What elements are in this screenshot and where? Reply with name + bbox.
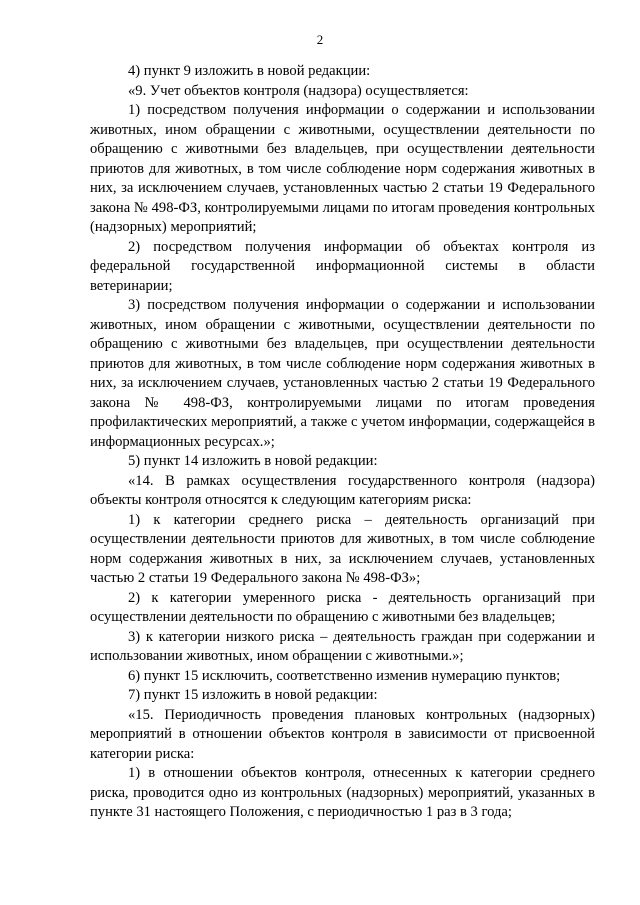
paragraph-clause-14-sub-2: 2) к категории умеренного риска - деятельность организаций при осуществлении деятельности по обращению с животными без владельцев; <box>90 589 595 625</box>
paragraph-item-6: 6) пункт 15 исключить, соответственно изменив нумерацию пунктов; <box>128 667 561 684</box>
page-number: 2 <box>316 32 324 47</box>
paragraph-clause-9-sub-3: 3) посредством получения информации о содержании и использовании животных, ином обращении с животными, осуществлении деятельности по обращению с животными без владельцев, при осуществлении деятельности приютов для животных, в том числе соблюдение норм содержания животных в них, за исключением случаев, установленных частью 2 статьи 19 Федерального закона № 498-ФЗ, контролируемыми лицами по итогам проведения профилактических мероприятий, а также с учетом информации, содержащейся в информационных ресурсах.»; <box>90 297 595 450</box>
paragraph-clause-14-sub-3: 3) к категории низкого риска – деятельность граждан при содержании и использовании животных, ином обращении с животными.»; <box>90 628 595 664</box>
document-body <box>90 62 595 823</box>
paragraph-clause-14-sub-1: 1) к категории среднего риска – деятельность организаций при осуществлении деятельности приютов для животных, в том числе соблюдение норм содержания животных в них, за исключением случаев, установленных частью 2 статьи 19 Федерального закона № 498-ФЗ»; <box>90 511 595 586</box>
paragraph-clause-15-sub-1: 1) в отношении объектов контроля, отнесенных к категории среднего риска, проводится одно из контрольных (надзорных) мероприятий, указанных в пункте 31 настоящего Положения, с периодичностью 1 раз в 3 года; <box>90 765 595 820</box>
paragraph-clause-14-intro: «14. В рамках осуществления государственного контроля (надзора) объекты контроля относятся к следующим категориям риска: <box>90 472 595 508</box>
paragraph-item-5-heading: 5) пункт 14 изложить в новой редакции: <box>128 453 378 469</box>
paragraph-clause-9-sub-1: 1) посредством получения информации о содержании и использовании животных, ином обращении с животными, осуществлении деятельности по обращению с животными без владельцев, при осуществлении деятельности приютов для животных, в том числе соблюдение норм содержания животных в них, за исключением случаев, установленных частью 2 статьи 19 Федерального закона № 498-ФЗ, контролируемыми лицами по итогам проведения контрольных (надзорных) мероприятий; <box>90 102 595 235</box>
paragraph-clause-9-intro: «9. Учет объектов контроля (надзора) осуществляется: <box>128 82 469 99</box>
paragraph-item-7-heading: 7) пункт 15 изложить в новой редакции: <box>128 687 378 703</box>
paragraph-clause-15-intro: «15. Периодичность проведения плановых контрольных (надзорных) мероприятий в отношении объектов контроля в зависимости от присвоенной категории риска: <box>90 706 595 762</box>
paragraph-item-4-heading: 4) пункт 9 изложить в новой редакции: <box>128 63 371 79</box>
paragraph-clause-9-sub-2: 2) посредством получения информации об объектах контроля из федеральной государственной информационной системы в области ветеринарии; <box>90 238 595 294</box>
